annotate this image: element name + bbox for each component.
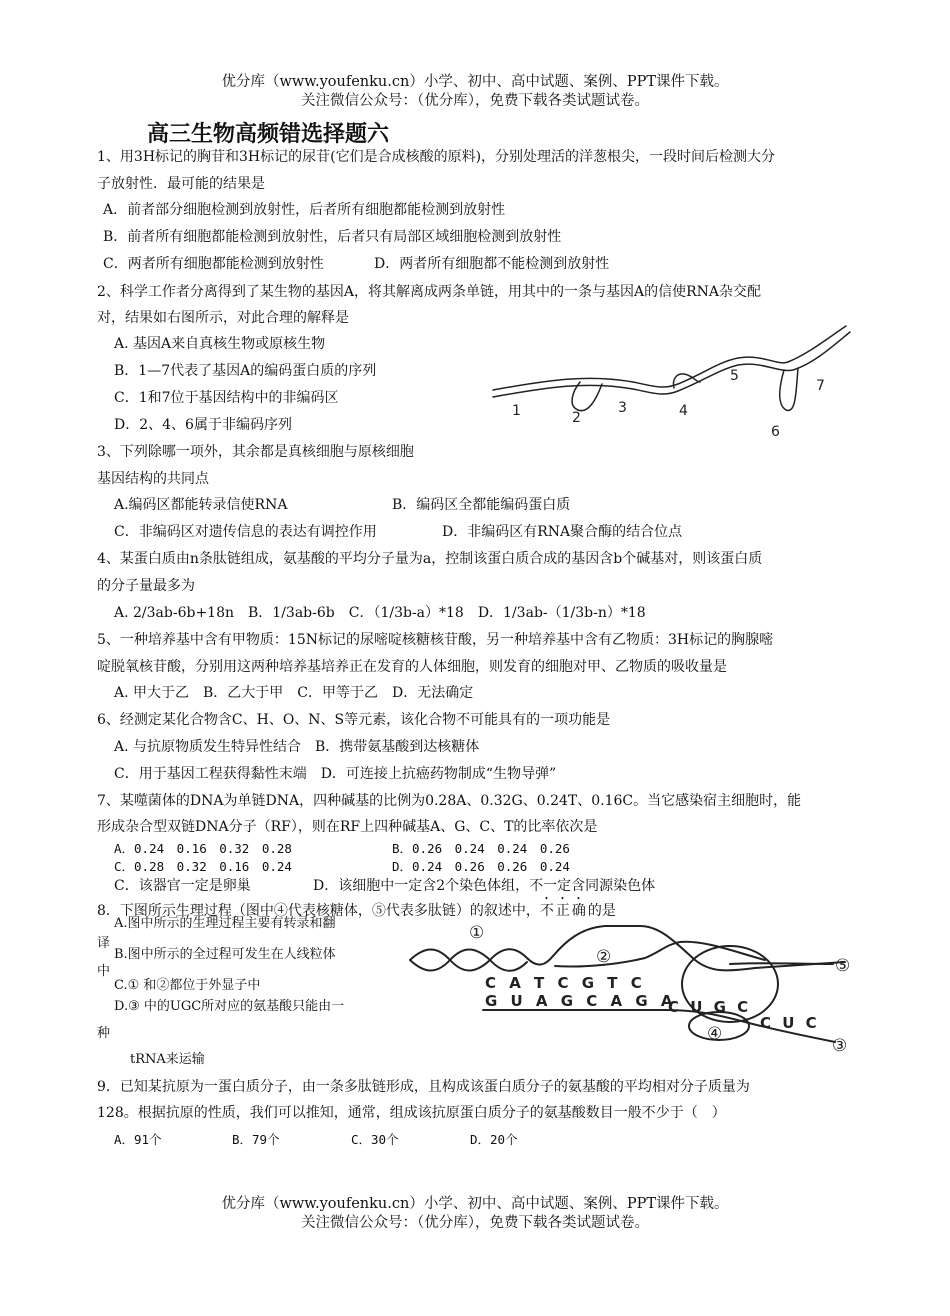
dna-sequence-top: C A T C G T C — [485, 974, 646, 992]
diagram-label-5: 5 — [730, 368, 739, 384]
q7-stem-2: 形成杂合型双链DNA分子（RF），则在RF上四种碱基A、G、C、T的比率依次是 — [97, 819, 598, 835]
q2-stem-1: 2、科学工作者分离得到了某生物的基因A，将其解离成两条单链，用其中的一条与基因A的信使RNA杂交配 — [97, 284, 762, 300]
q8-option-a-line-2: 译 — [97, 936, 111, 951]
q2-option-d: D．2、4、6属于非编码序列 — [114, 417, 292, 433]
label-circle-3: ③ — [832, 1036, 848, 1052]
q7-stem-1: 7、某噬菌体的DNA为单链DNA，四种碱基的比例为0.28A、0.32G、0.24T、0.16C。当它感染宿主细胞时，能 — [97, 793, 802, 809]
q6-options-cd: C．用于基因工程获得黏性末端 D．可连接上抗癌药物制成“生物导弹” — [114, 766, 557, 782]
diagram-label-4: 4 — [679, 403, 688, 419]
diagram-label-2: 2 — [572, 410, 581, 426]
q4-options: A. 2/3ab-6b+18n B．1/3ab-6b C．（1/3b-a）*18 D．1/3ab-（1/3b-n）*18 — [114, 605, 646, 621]
codon-cuc: C U C — [760, 1014, 820, 1032]
q9-stem-1: 9．已知某抗原为一蛋白质分子，由一条多肽链形成，且构成该蛋白质分子的氨基酸的平均相对分子质量为 — [97, 1079, 750, 1095]
diagram-label-1: 1 — [512, 403, 521, 419]
rna-sequence-bottom: G U A G C A G A — [485, 992, 677, 1010]
q4-stem-1: 4、某蛋白质由n条肽链组成，氨基酸的平均分子量为a，控制该蛋白质合成的基因含b个碱基对，则该蛋白质 — [97, 551, 763, 567]
q8-option-d-line-3: tRNA来运输 — [130, 1052, 205, 1067]
q2-stem-2: 对，结果如右图所示，对此合理的解释是 — [97, 310, 349, 326]
codon-ugc: C U G C — [668, 998, 752, 1016]
q9-option-b: B．79个 — [232, 1132, 280, 1147]
q5-options: A. 甲大于乙 B．乙大于甲 C．甲等于乙 D．无法确定 — [114, 685, 474, 701]
q2-option-b: B．1—7代表了基因A的编码蛋白质的序列 — [114, 363, 377, 379]
q6-options-ab: A. 与抗原物质发生特异性结合 B．携带氨基酸到达核糖体 — [114, 739, 480, 755]
q1-option-d: D．两者所有细胞都不能检测到放射性 — [374, 256, 610, 272]
q3-option-d: D．非编码区有RNA聚合酶的结合位点 — [442, 524, 683, 540]
q3-option-b: B．编码区全都能编码蛋白质 — [392, 497, 571, 513]
q7-extra-c: C．该器官一定是卵巢 — [114, 878, 251, 894]
q7-option-b: B．0.26 0.24 0.24 0.26 — [392, 841, 570, 856]
q1-option-b: B．前者所有细胞都能检测到放射性，后者只有局部区域细胞检测到放射性 — [103, 229, 562, 245]
diagram-label-3: 3 — [618, 400, 627, 416]
label-circle-1: ① — [469, 923, 485, 943]
q8-option-d-line-1: D.③ 中的UGC所对应的氨基酸只能由一 — [114, 999, 345, 1014]
q3-option-a: A.编码区都能转录信使RNA — [114, 497, 288, 513]
q7-option-a: A．0.24 0.16 0.32 0.28 — [114, 841, 292, 856]
q5-stem-2: 啶脱氧核苷酸，分别用这两种培养基培养正在发育的人体细胞，则发育的细胞对甲、乙物质的吸收量是 — [97, 659, 727, 675]
q1-stem-1: 1、用3H标记的胸苷和3H标记的尿苷(它们是合成核酸的原料)，分别处理活的洋葱根尖，一段时间后检测大分 — [97, 149, 776, 165]
q8-stem-post: 的是 — [587, 903, 616, 919]
q8-stem-pre: 8．下图所示生理过程（图中④代表核糖体，⑤代表多肽链）的叙述中， — [97, 903, 540, 919]
label-circle-5: ⑤ — [835, 956, 851, 976]
q2-option-a: A. 基因A来自真核生物或原核生物 — [114, 336, 326, 352]
diagram-label-6: 6 — [771, 424, 780, 440]
q8-option-a-line-1: A.图中所示的生理过程主要有转录和翻 — [114, 916, 336, 931]
q9-option-d: D．20个 — [470, 1132, 518, 1147]
q3-stem-1: 3、下列除哪一项外，其余都是真核细胞与原核细胞 — [97, 444, 414, 460]
q4-stem-2: 的分子量最多为 — [97, 578, 195, 594]
q3-option-c: C．非编码区对遗传信息的表达有调控作用 — [114, 524, 377, 540]
q7-option-d: D．0.24 0.26 0.26 0.24 — [392, 859, 570, 874]
q8-option-b-line-2: 中 — [97, 964, 111, 979]
q7-option-c: C．0.28 0.32 0.16 0.24 — [114, 859, 292, 874]
page-title: 高三生物高频错选择题六 — [147, 122, 390, 147]
footer-line-2: 关注微信公众号：（优分库），免费下载各类试题试卷。 — [301, 1215, 649, 1231]
header-line-2: 关注微信公众号：（优分库），免费下载各类试题试卷。 — [301, 93, 649, 109]
label-circle-4: ④ — [707, 1024, 723, 1044]
q8-option-c: C.① 和②都位于外显子中 — [114, 978, 261, 993]
q8-option-d-line-2: 种 — [97, 1026, 111, 1041]
q2-option-c: C．1和7位于基因结构中的非编码区 — [114, 390, 339, 406]
transcription-translation-diagram — [405, 912, 860, 1052]
q1-stem-2: 子放射性．最可能的结果是 — [97, 176, 265, 192]
q1-option-a: A．前者部分细胞检测到放射性，后者所有细胞都能检测到放射性 — [103, 202, 506, 218]
q6-stem: 6、经测定某化合物含C、H、O、N、S等元素，该化合物不可能具有的一项功能是 — [97, 712, 611, 728]
q8-stem-emphasis: 不正确 — [539, 903, 588, 919]
q1-option-c: C．两者所有细胞都能检测到放射性 — [103, 256, 324, 272]
diagram-label-7: 7 — [816, 378, 825, 394]
q9-option-c: C．30个 — [351, 1132, 399, 1147]
header-line-1: 优分库（www.youfenku.cn）小学、初中、高中试题、案例、PPT课件下载。 — [221, 74, 729, 90]
footer-line-1: 优分库（www.youfenku.cn）小学、初中、高中试题、案例、PPT课件下载。 — [221, 1196, 729, 1212]
q9-option-a: A．91个 — [114, 1132, 162, 1147]
q8-option-b-line-1: B.图中所示的全过程可发生在人线粒体 — [114, 947, 336, 962]
q9-stem-2: 128。根据抗原的性质，我们可以推知，通常，组成该抗原蛋白质分子的氨基酸数目一般不少于（ ） — [97, 1105, 726, 1121]
label-circle-2: ② — [596, 947, 612, 967]
q7-extra-d: D．该细胞中一定含2个染色体组，不一定含同源染色体 — [313, 878, 656, 894]
q5-stem-1: 5、一种培养基中含有甲物质：15N标记的尿嘧啶核糖核苷酸，另一种培养基中含有乙物质：3H标记的胸腺嘧 — [97, 632, 774, 648]
q3-stem-2: 基因结构的共同点 — [97, 471, 209, 487]
gene-mrna-hybrid-diagram — [488, 318, 858, 443]
